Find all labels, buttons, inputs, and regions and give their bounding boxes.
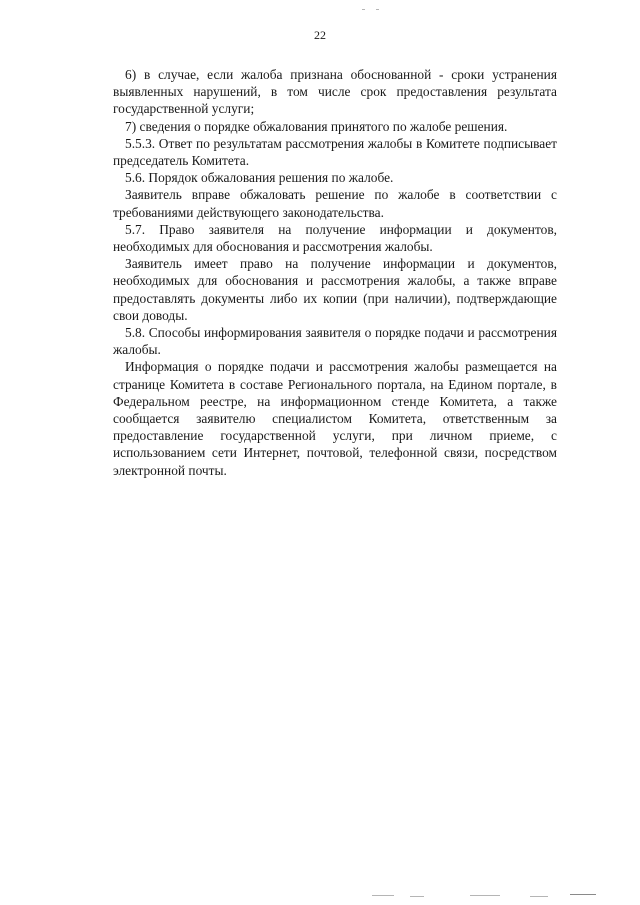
- scan-artifact: [362, 9, 365, 10]
- paragraph-item-6: 6) в случае, если жалоба признана обоснованной - сроки устранения выявленных нарушений, в том числе срок предоставления результата государственной услуги;: [113, 67, 557, 117]
- paragraph-5-6-heading: 5.6. Порядок обжалования решения по жалобе.: [125, 170, 394, 186]
- paragraph-item-7: 7) сведения о порядке обжалования принятого по жалобе решения.: [125, 118, 508, 134]
- scan-artifact: [376, 9, 379, 10]
- scan-artifact: [530, 896, 548, 897]
- paragraph-5-5-3: 5.5.3. Ответ по результатам рассмотрения жалобы в Комитете подписывает председатель Комитета.: [113, 135, 557, 169]
- paragraph-5-8-body: Информация о порядке подачи и рассмотрения жалобы размещается на странице Комитета в составе Регионального портала, на Едином портале, в Федеральном реестре, на информационном стенде Комитета, а также сообщается заявителю специалистом Комитета, ответственным за предоставление государственной услуги, при личном приеме, с использованием сети Интернет, почтовой, телефонной связи, посредством электронной почты.: [113, 359, 557, 478]
- scan-artifact: [410, 896, 424, 897]
- scan-artifact: [470, 895, 500, 896]
- paragraph-5-7-body: Заявитель имеет право на получение информации и документов, необходимых для обоснования и рассмотрения жалобы, а также вправе предоставлять документы либо их копии (при наличии), подтверждающие свои доводы.: [113, 256, 557, 323]
- scan-artifact: [372, 895, 394, 896]
- paragraph-5-6-body: Заявитель вправе обжаловать решение по жалобе в соответствии с требованиями действующего законодательства.: [113, 187, 557, 220]
- scan-artifact: [570, 894, 596, 895]
- document-body: [113, 66, 557, 479]
- paragraph-5-8-heading: 5.8. Способы информирования заявителя о порядке подачи и рассмотрения жалобы.: [113, 325, 557, 358]
- paragraph-5-7-heading: 5.7. Право заявителя на получение информации и документов, необходимых для обоснования и рассмотрения жалобы.: [113, 221, 557, 255]
- page-number: 22: [314, 28, 326, 42]
